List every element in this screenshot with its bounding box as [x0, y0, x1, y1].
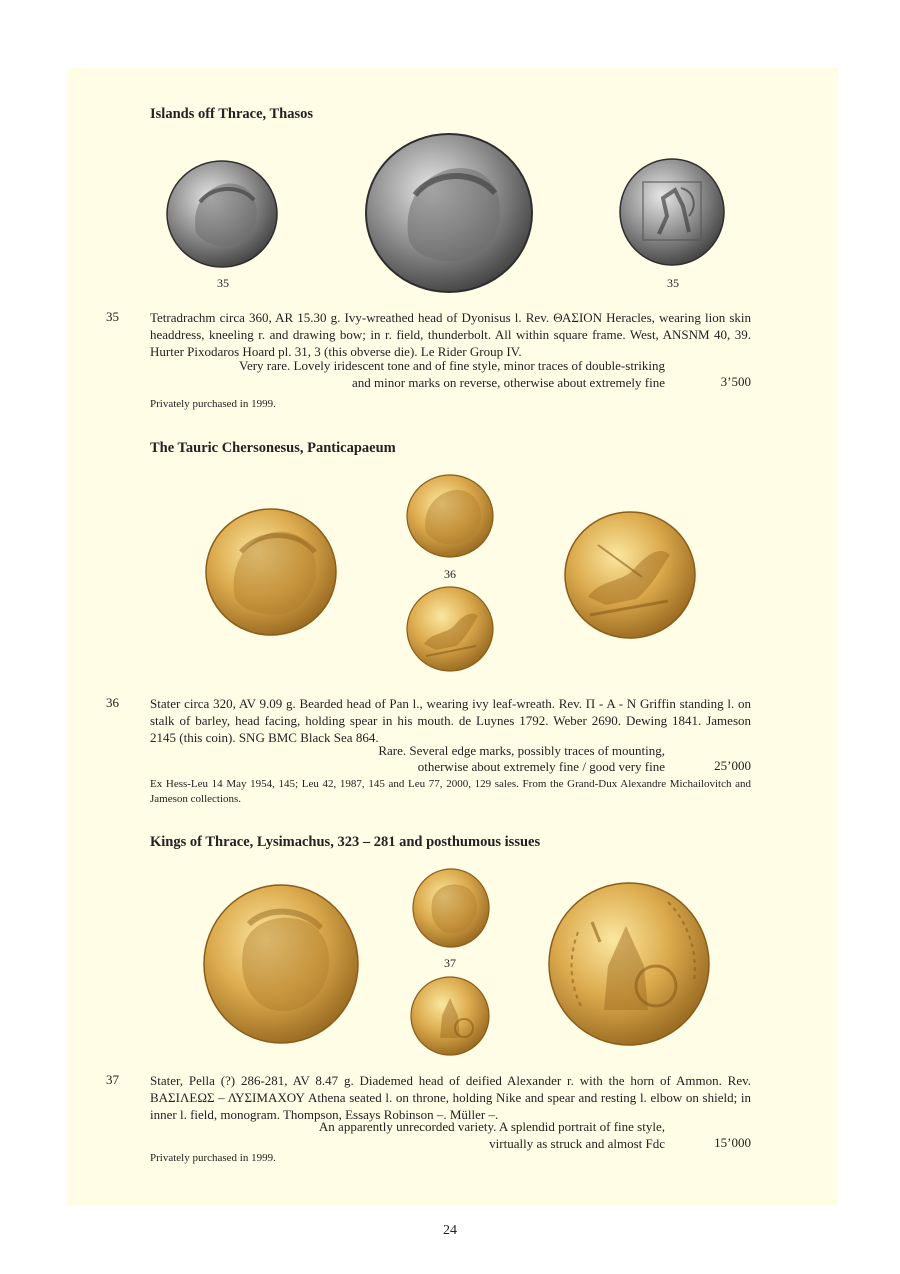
lot-condition-remark: An apparently unrecorded variety. A splendid portrait of fine style,: [318, 1119, 665, 1134]
coin-36-obverse-image: [406, 474, 494, 558]
coin-35-reverse-image: [619, 158, 725, 266]
lot-description: Tetradrachm circa 360, AR 15.30 g. Ivy-wreathed head of Dyonisus l. Rev. ΘΑΣΙΟΝ Heracles, wearing lion skin headdress, kneeling r. and drawing bow; in r. field, thunderbolt. All within square frame. West, ANSNM 40, 39. Hurter Pixodaros Hoard pl. 31, 3 (this obverse die). Le Rider Group IV.: [150, 310, 751, 359]
coin-37-reverse-enlarged-image: [548, 882, 710, 1046]
coin-37-obverse-image: [412, 868, 490, 948]
coin-35-obverse-image: [166, 160, 278, 268]
lot-number: 36: [106, 695, 119, 710]
lot-number: 37: [106, 1072, 119, 1087]
section-heading-lysimachus: Kings of Thrace, Lysimachus, 323 – 281 and posthumous issues: [150, 834, 541, 850]
lot-number: 35: [106, 309, 119, 324]
coin-36-reverse-enlarged-image: [564, 511, 696, 639]
lot-condition-remark: otherwise about extremely fine / good very fine: [417, 759, 665, 774]
lot-estimate-price: 3’500: [720, 374, 751, 389]
coin-35-obverse-enlarged-image: [365, 133, 533, 293]
page-number: 24: [443, 1223, 457, 1238]
plate-label: 36: [444, 567, 456, 581]
lot-provenance: Privately purchased in 1999.: [150, 1152, 276, 1164]
lot-estimate-price: 15’000: [714, 1135, 751, 1150]
coin-36-reverse-image: [406, 586, 494, 672]
lot-condition-remark: Rare. Several edge marks, possibly traces of mounting,: [378, 743, 665, 758]
section-heading-thasos: Islands off Thrace, Thasos: [150, 106, 314, 122]
lot-condition-remark: Very rare. Lovely iridescent tone and of fine style, minor traces of double-striking: [239, 358, 665, 373]
plate-label: 35: [667, 276, 679, 290]
lot-provenance: Ex Hess-Leu 14 May 1954, 145; Leu 42, 1987, 145 and Leu 77, 2000, 129 sales. From the Grand-Dux Alexandre Michailovitch and Jameson collections.: [150, 778, 751, 805]
coin-37-obverse-enlarged-image: [203, 884, 359, 1044]
lot-condition-remark: and minor marks on reverse, otherwise about extremely fine: [352, 375, 665, 390]
lot-description: Stater circa 320, AV 9.09 g. Bearded head of Pan l., wearing ivy leaf-wreath. Rev. Π - Α - Ν Griffin standing l. on stalk of barley, head facing, holding spear in his mouth. de Luynes 1792. Weber 2690. Dewing 1841. Jameson 2145 (this coin). SNG BMC Black Sea 864.: [150, 696, 751, 745]
plate-label: 35: [217, 276, 229, 290]
lot-provenance: Privately purchased in 1999.: [150, 398, 276, 410]
plate-label: 37: [444, 956, 456, 970]
coin-36-obverse-enlarged-image: [205, 508, 337, 636]
section-heading-panticapaeum: The Tauric Chersonesus, Panticapaeum: [150, 440, 396, 456]
lot-condition-remark: virtually as struck and almost Fdc: [489, 1136, 665, 1151]
coin-37-reverse-image: [410, 976, 490, 1056]
lot-description: Stater, Pella (?) 286-281, AV 8.47 g. Diademed head of deified Alexander r. with the horn of Ammon. Rev. ΒΑΣΙΛΕΩΣ – ΛΥΣΙΜΑΧΟΥ Athena seated l. on throne, holding Nike and spear and resting l. elbow on shield; in inner l. field, monogram. Thompson, Essays Robinson –. Müller –.: [150, 1073, 751, 1122]
lot-estimate-price: 25’000: [714, 758, 751, 773]
